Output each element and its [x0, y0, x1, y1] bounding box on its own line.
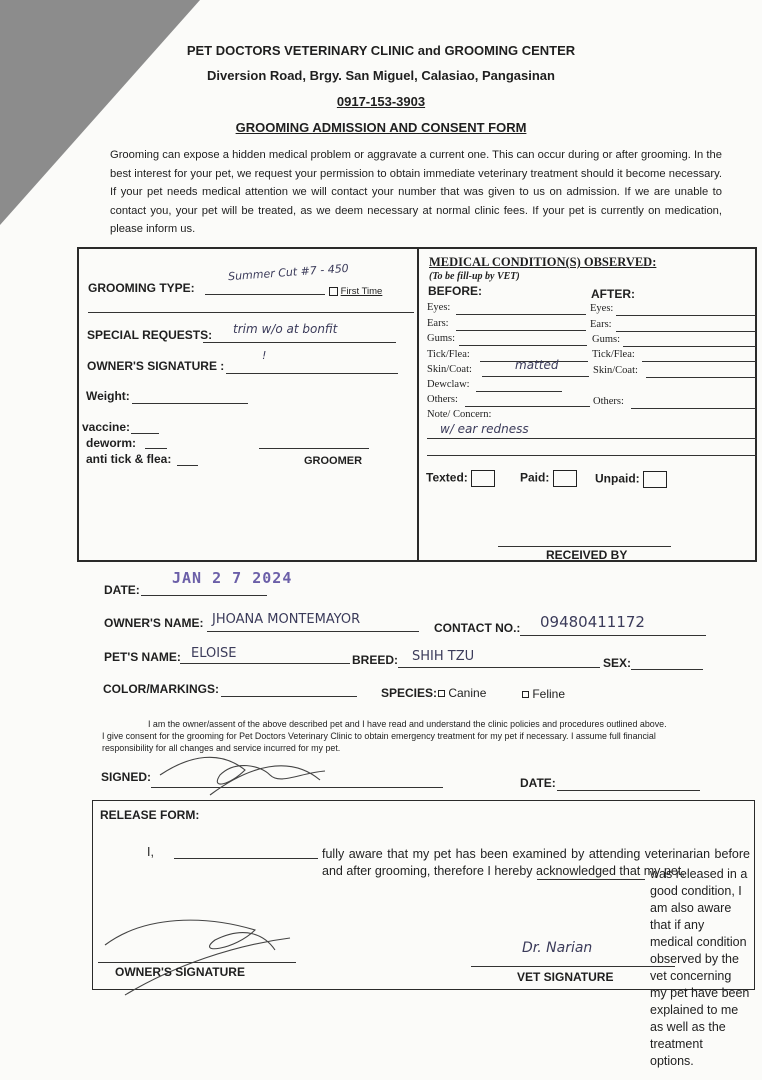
before-ears-line: [456, 330, 586, 331]
deworm-label: deworm:: [86, 436, 137, 450]
owner-signature-line: [226, 373, 398, 374]
breed-value[interactable]: SHIH TZU: [412, 649, 475, 664]
weight-line: [132, 403, 248, 404]
canine-option[interactable]: [438, 686, 486, 700]
owner-name-value[interactable]: JHOANA MONTEMAYOR: [212, 612, 361, 627]
unpaid-option[interactable]: [595, 471, 667, 488]
pet-name-value[interactable]: ELOISE: [191, 646, 237, 661]
after-tickflea-line: [642, 361, 756, 362]
signed-label: SIGNED:: [101, 770, 152, 784]
unpaid-label: Unpaid:: [595, 471, 640, 486]
first-time-checkbox[interactable]: [329, 287, 338, 296]
special-requests-value[interactable]: trim w/o at bonfit: [233, 322, 338, 336]
paid-checkbox[interactable]: [553, 470, 577, 487]
after-others-line: [631, 408, 756, 409]
weight-label: Weight:: [86, 389, 130, 403]
release-title: RELEASE FORM:: [100, 808, 200, 822]
first-time-label: First Time: [340, 286, 383, 297]
before-dewclaw: Dewclaw:: [427, 379, 470, 390]
breed-line: [398, 667, 600, 668]
vet-signature-label: VET SIGNATURE: [517, 970, 614, 984]
consent-date-label: DATE:: [520, 776, 556, 790]
after-label: AFTER:: [591, 287, 635, 301]
note-line-2: [427, 455, 757, 456]
form-title: GROOMING ADMISSION AND CONSENT FORM: [235, 120, 527, 135]
consent-line-2: I give consent for the grooming for Pet Doctors Veterinary Clinic to obtain emergency treatment for my pet if necessary. I assume full financial: [102, 731, 656, 741]
date-stamp: JAN 2 7 2024: [172, 569, 293, 587]
feline-checkbox[interactable]: [522, 691, 529, 698]
feline-label: Feline: [532, 687, 566, 701]
paid-label: Paid:: [520, 470, 550, 485]
deworm-line: [145, 448, 167, 449]
received-by-label: RECEIVED BY: [546, 548, 628, 562]
before-ears: Ears:: [427, 318, 449, 329]
feline-option[interactable]: [522, 687, 565, 701]
paid-option[interactable]: [520, 470, 577, 487]
after-skincoat: Skin/Coat:: [593, 365, 638, 376]
grooming-type-value[interactable]: Summer Cut #7 - 450: [227, 261, 350, 284]
before-skincoat-line: [482, 376, 589, 377]
grooming-type-label: GROOMING TYPE:: [88, 281, 195, 295]
release-i-label: I,: [147, 845, 154, 859]
release-owner-signature-scribble: [95, 910, 305, 1000]
before-gums: Gums:: [427, 333, 456, 344]
contact-line: [520, 635, 706, 636]
intro-paragraph: Grooming can expose a hidden medical problem or aggravate a current one. This can occur during or after grooming. In the best interest for your pet, we request your permission to obtain immediate veterinary treatment should it become necessary. If your pet needs medical attention we will contact your number that was given to us on admission. If we are unable to contact you, your pet will be treated, as we deem necessary at normal clinic fees. If your pet is currently on medication, please inform us.: [110, 149, 722, 235]
grooming-extra-line: [88, 312, 414, 313]
breed-label: BREED:: [352, 653, 399, 667]
release-owner-signature-label: OWNER'S SIGNATURE: [115, 965, 245, 979]
consent-line-1: I am the owner/assent of the above described pet and I have read and understand the clinic policies and procedures outlined above.: [148, 719, 667, 729]
before-gums-line: [459, 345, 587, 346]
release-text-part2: was released in a good condition, I am also aware that if any medical condition observed by the vet concerning my pet have been explained to me as well as the treatment options.: [650, 867, 750, 1068]
before-eyes: Eyes:: [427, 302, 451, 313]
owner-name-line: [207, 631, 419, 632]
note-label: Note/ Concern:: [427, 409, 492, 420]
before-others-line: [465, 406, 590, 407]
texted-label: Texted:: [426, 470, 468, 485]
color-line: [221, 696, 357, 697]
antitick-label: anti tick & flea:: [86, 452, 172, 466]
after-ears-line: [616, 331, 756, 332]
after-tickflea: Tick/Flea:: [592, 349, 635, 360]
date-label: DATE:: [104, 583, 140, 597]
before-others: Others:: [427, 394, 458, 405]
before-dewclaw-line: [476, 391, 562, 392]
after-eyes-line: [616, 315, 756, 316]
medical-title: MEDICAL CONDITION(S) OBSERVED:: [429, 255, 657, 269]
before-eyes-line: [456, 314, 586, 315]
clinic-name: PET DOCTORS VETERINARY CLINIC and GROOMING CENTER: [186, 43, 576, 58]
consent-line-3: responsibility for all changes and service incurred for my pet.: [102, 743, 341, 753]
owner-signature-value[interactable]: !: [262, 349, 267, 362]
after-skincoat-line: [646, 377, 756, 378]
canine-checkbox[interactable]: [438, 690, 445, 697]
after-ears: Ears:: [590, 319, 612, 330]
before-skincoat: Skin/Coat:: [427, 364, 472, 375]
grooming-type-line: [205, 294, 325, 295]
clinic-address: Diversion Road, Brgy. San Miguel, Calasiao, Pangasinan: [207, 68, 555, 83]
received-by-line: [498, 546, 671, 547]
special-requests-label: SPECIAL REQUESTS:: [87, 328, 213, 342]
owner-signature-label: OWNER'S SIGNATURE :: [87, 359, 225, 373]
vet-signature-value[interactable]: Dr. Narian: [522, 940, 593, 956]
canine-label: Canine: [448, 686, 487, 700]
vaccine-label: vaccine:: [82, 420, 131, 434]
owner-signature-scribble: [150, 745, 340, 805]
sex-line: [631, 669, 703, 670]
vet-signature-line: [471, 966, 675, 967]
pet-name-line: [180, 663, 350, 664]
consent-date-line: [557, 790, 700, 791]
antitick-line: [177, 465, 198, 466]
box-divider: [417, 247, 419, 562]
pet-name-label: PET'S NAME:: [104, 650, 181, 664]
release-owner-signature-line: [98, 962, 296, 963]
release-name-line: [174, 858, 318, 859]
after-gums-line: [623, 346, 756, 347]
before-label: BEFORE:: [428, 284, 482, 298]
groomer-line: [259, 448, 369, 449]
color-label: COLOR/MARKINGS:: [103, 682, 219, 696]
release-pet-line: [537, 879, 645, 880]
after-gums: Gums:: [592, 334, 621, 345]
after-eyes: Eyes:: [590, 303, 614, 314]
vaccine-line: [131, 433, 159, 434]
species-label: SPECIES:: [381, 686, 438, 700]
note-line-1: [427, 438, 757, 439]
first-time-option[interactable]: [329, 286, 382, 297]
date-line: [141, 595, 267, 596]
texted-option[interactable]: [426, 470, 495, 487]
contact-value[interactable]: 09480411172: [540, 613, 645, 631]
after-others: Others:: [593, 396, 624, 407]
clinic-phone: 0917-153-3903: [336, 94, 426, 109]
skin-coat-value[interactable]: matted: [515, 358, 559, 372]
groomer-label: GROOMER: [304, 455, 363, 467]
medical-subtitle: (To be fill-up by VET): [429, 271, 520, 282]
unpaid-checkbox[interactable]: [643, 471, 667, 488]
contact-label: CONTACT NO.:: [434, 621, 521, 635]
release-text-part1: fully aware that my pet has been examined by attending veterinarian before and after grooming, therefore I hereby acknowledged that my pet,: [322, 847, 750, 878]
before-tickflea: Tick/Flea:: [427, 349, 470, 360]
sex-label: SEX:: [603, 656, 632, 670]
texted-checkbox[interactable]: [471, 470, 495, 487]
note-value[interactable]: w/ ear redness: [440, 422, 529, 436]
owner-name-label: OWNER'S NAME:: [104, 616, 204, 630]
special-requests-line: [203, 342, 396, 343]
